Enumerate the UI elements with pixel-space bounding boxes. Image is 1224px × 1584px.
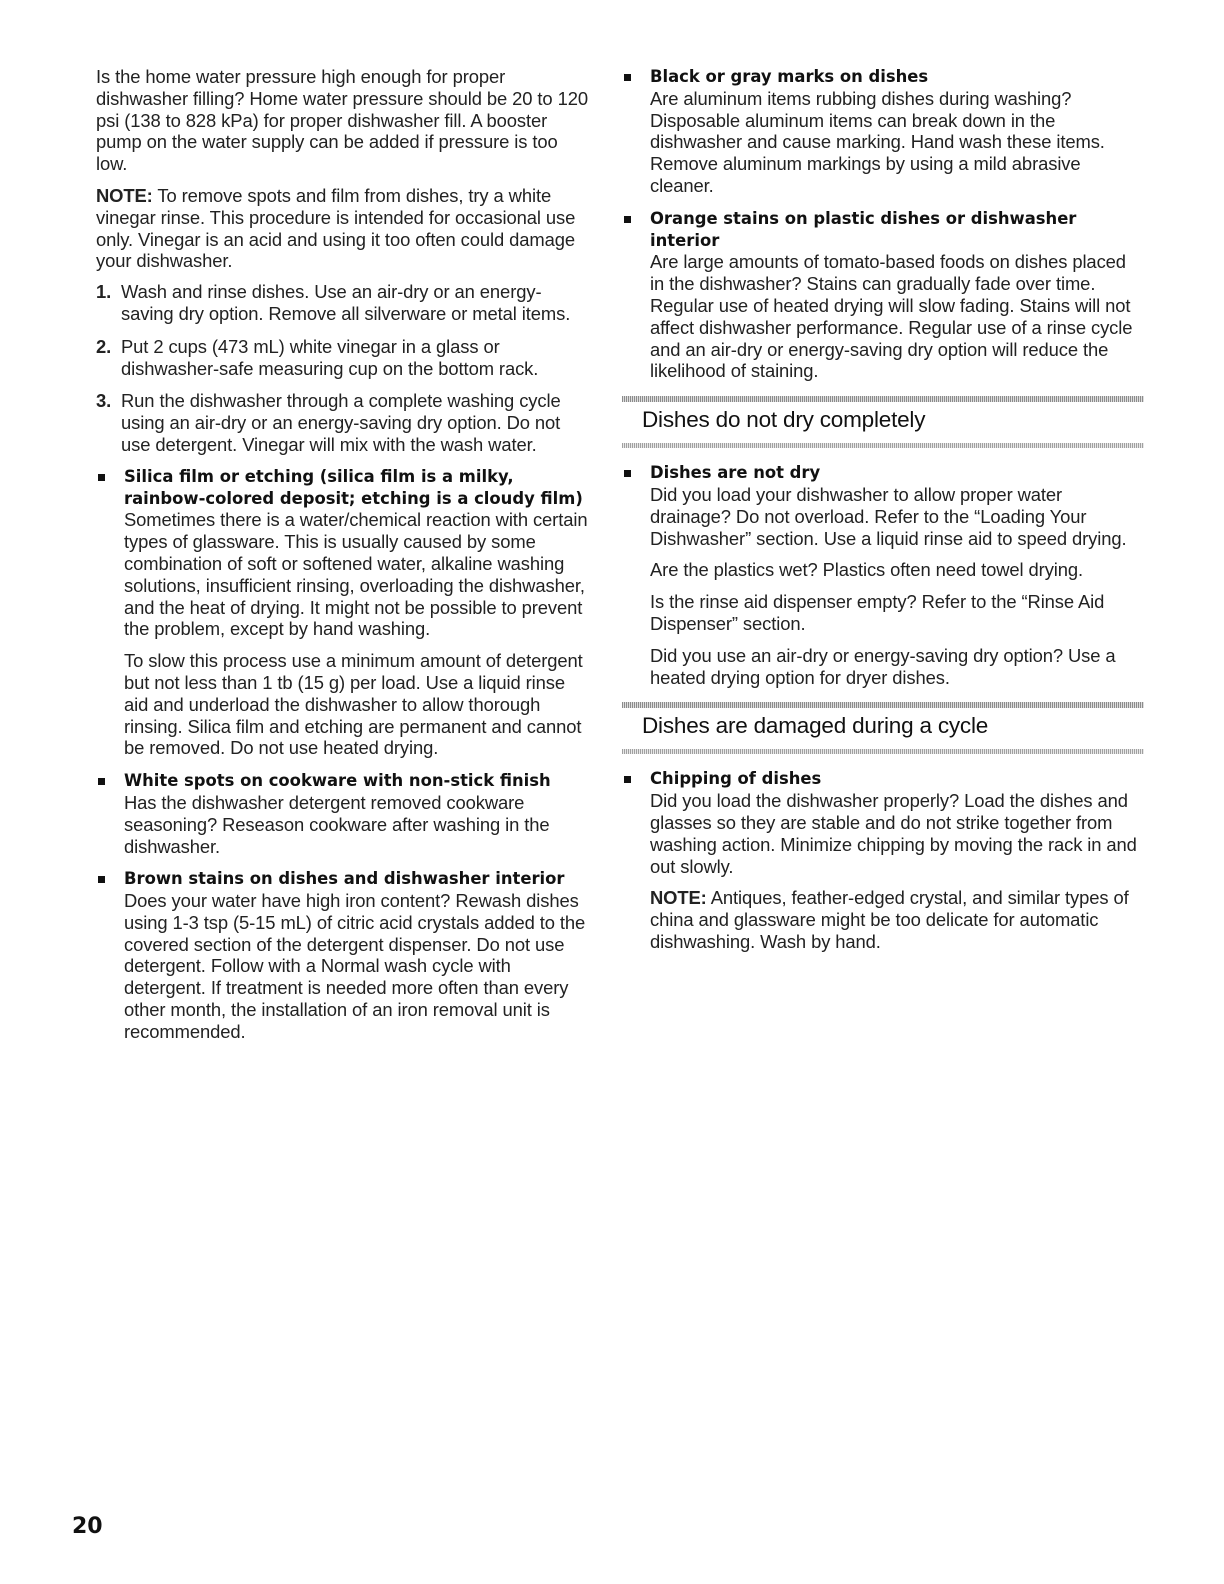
chipping-title: Chipping of dishes — [650, 769, 822, 789]
plastics-wet-text: Are the plastics wet? Plastics often need towel drying. — [650, 559, 1084, 581]
section-title-dry: Dishes do not dry completely — [642, 407, 926, 433]
step-number: 1. — [96, 281, 112, 303]
section-header-dry — [622, 396, 1144, 448]
bullet-square-icon — [624, 216, 631, 223]
silica-film-item — [96, 466, 588, 759]
brown-stains-item — [96, 868, 588, 1042]
dishes-not-dry-title: Dishes are not dry — [650, 463, 821, 483]
bullet-square-icon — [98, 778, 105, 785]
white-spots-title: White spots on cookware with non-stick finish — [124, 771, 551, 791]
white-spots-text: Has the dishwasher detergent removed cookware seasoning? Reseason cookware after washing in the dishwasher. — [124, 791, 550, 857]
black-marks-title: Black or gray marks on dishes — [650, 67, 929, 86]
silica-film-text-2: To slow this process use a minimum amount of detergent but not less than 1 tb (15 g) per load. Use a liquid rinse aid and underload the dishwasher to allow thorough rinsing. Silica film and etching are permanent and cannot be removed. Do not use heated drying. — [124, 650, 583, 759]
list-item — [96, 336, 588, 380]
bullet-square-icon — [624, 470, 631, 477]
step-number: 2. — [96, 335, 112, 357]
note-label: NOTE: — [650, 887, 707, 909]
orange-stains-item — [622, 208, 1144, 382]
vinegar-note — [96, 185, 588, 272]
section-rule — [622, 443, 1144, 448]
step-text: Wash and rinse dishes. Use an air-dry or an energy-saving dry option. Remove all silverware or metal items. — [121, 281, 571, 324]
silica-film-title: Silica film or etching (silica film is a milky, rainbow-colored deposit; etching is a cloudy film) — [124, 466, 583, 508]
silica-film-text: Sometimes there is a water/chemical reaction with certain types of glassware. This is usually caused by some combination of soft or softened water, alkaline washing solutions, insufficient rinsing, overloading the dishwasher, and the heat of drying. It might not be possible to prevent the problem, except by hand washing. — [124, 509, 588, 640]
section-header-damaged — [622, 702, 1144, 754]
list-item — [96, 281, 588, 325]
bullet-square-icon — [624, 776, 631, 783]
antiques-note — [650, 887, 1144, 952]
step-number: 3. — [96, 390, 112, 412]
water-pressure-paragraph: Is the home water pressure high enough for proper dishwasher filling? Home water pressure should be 20 to 120 psi (138 to 828 kPa) for proper dishwasher fill. A booster pump on the water supply can be added if pressure is too low. — [96, 66, 588, 175]
section-title-damaged: Dishes are damaged during a cycle — [642, 713, 989, 739]
rinse-aid-empty-text: Is the rinse aid dispenser empty? Refer to the “Rinse Aid Dispenser” section. — [650, 591, 1105, 634]
chipping-text: Did you load the dishwasher properly? Load the dishes and glasses so they are stable and do not strike together from washing action. Minimize chipping by moving the rack in and out slowly. — [650, 790, 1137, 877]
brown-stains-text: Does your water have high iron content? Rewash dishes using 1-3 tsp (5-15 mL) of citric acid crystals added to the covered section of the detergent dispenser. Do not use detergent. Follow with a Normal wash cycle with detergent. If treatment is needed more often than every other month, the installation of an iron removal unit is recommended. — [124, 890, 586, 1042]
left-column — [96, 66, 588, 1043]
step-text: Put 2 cups (473 mL) white vinegar in a glass or dishwasher-safe measuring cup on the bottom rack. — [121, 335, 539, 379]
orange-stains-title: Orange stains on plastic dishes or dishwasher interior — [650, 208, 1077, 250]
bullet-square-icon — [624, 74, 631, 81]
right-column — [622, 66, 1144, 953]
vinegar-steps-list — [96, 281, 588, 456]
page-number: 20 — [72, 1514, 103, 1539]
note-text: Antiques, feather-edged crystal, and similar types of china and glassware might be too delicate for automatic dishwashing. Wash by hand. — [650, 887, 1129, 952]
black-marks-text: Are aluminum items rubbing dishes during washing? Disposable aluminum items can break down in the dishwasher and cause marking. Hand wash these items. Remove aluminum markings by using a mild abrasive cleaner. — [650, 87, 1105, 196]
section-rule — [622, 702, 1144, 708]
white-spots-item — [96, 770, 588, 857]
black-marks-item — [622, 66, 1144, 197]
brown-stains-title: Brown stains on dishes and dishwasher interior — [124, 869, 565, 889]
note-text: To remove spots and film from dishes, try a white vinegar rinse. This procedure is intended for occasional use only. Vinegar is an acid and using it too often could damage your dishwasher. — [96, 184, 576, 272]
bullet-square-icon — [98, 474, 105, 481]
orange-stains-text: Are large amounts of tomato-based foods on dishes placed in the dishwasher? Stains can gradually fade over time. Regular use of heated drying will slow fading. Stains will not affect dishwasher performance. Regular use of a rinse cycle and an air-dry or energy-saving dry option will reduce the likelihood of staining. — [650, 251, 1133, 382]
list-item — [96, 390, 588, 455]
dry-option-text: Did you use an air-dry or energy-saving dry option? Use a heated drying option for dryer dishes. — [650, 644, 1116, 688]
dishes-not-dry-item — [622, 462, 1144, 688]
section-rule — [622, 396, 1144, 402]
step-text: Run the dishwasher through a complete washing cycle using an air-dry or an energy-saving dry option. Do not use detergent. Vinegar will mix with the wash water. — [121, 390, 561, 455]
chipping-item — [622, 768, 1144, 952]
bullet-square-icon — [98, 876, 105, 883]
section-rule — [622, 749, 1144, 754]
note-label: NOTE: — [96, 184, 153, 206]
dishes-not-dry-text: Did you load your dishwasher to allow proper water drainage? Do not overload. Refer to the “Loading Your Dishwasher” section. Use a liquid rinse aid to speed drying. — [650, 483, 1127, 549]
